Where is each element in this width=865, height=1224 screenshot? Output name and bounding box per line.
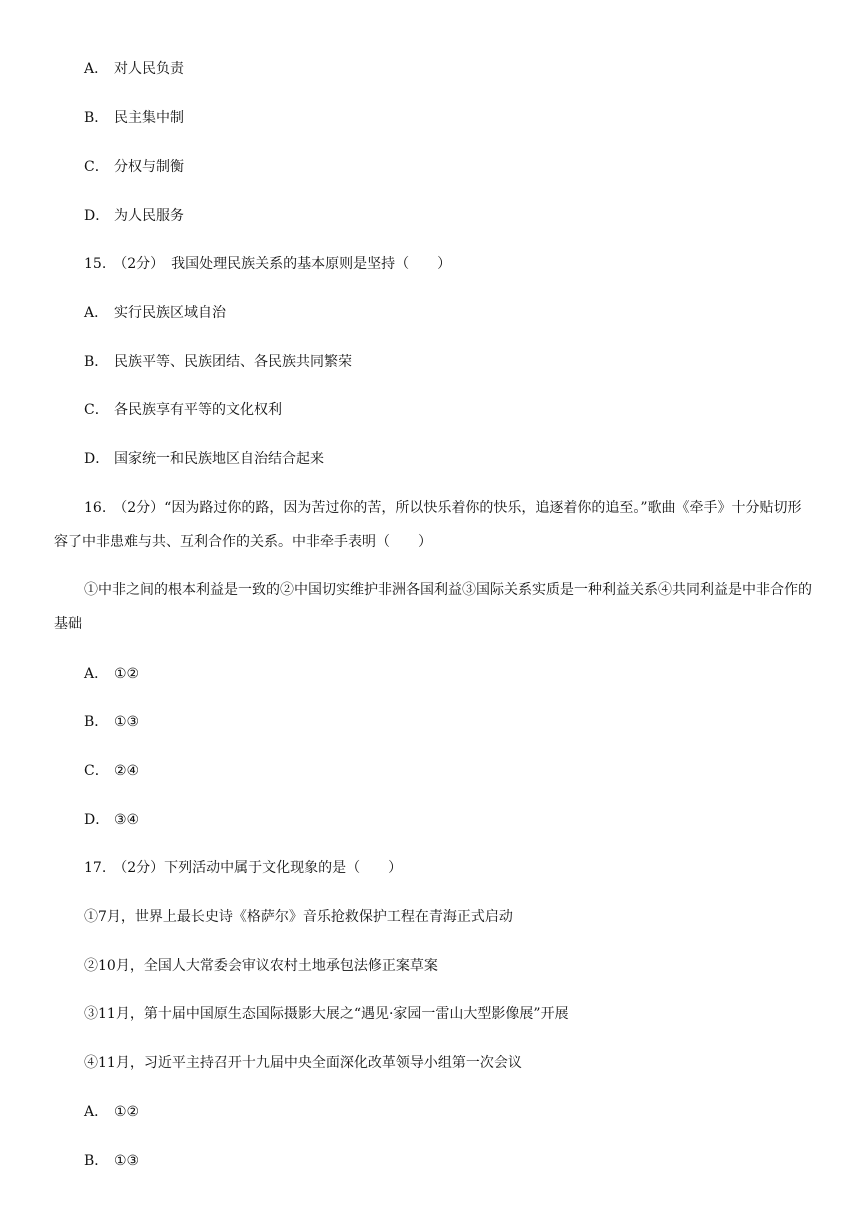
q15-option-b	[84, 352, 352, 372]
option-letter: B．	[84, 714, 109, 730]
option-text: 实行民族区域自治	[114, 305, 226, 321]
option-letter: D．	[84, 812, 110, 828]
option-letter: B．	[84, 354, 109, 370]
q16-statements: ①中非之间的根本利益是一致的②中国切实维护非洲各国利益③国际关系实质是一种利益关系④共同利益是中非合作的基础	[54, 582, 812, 632]
q15-option-c	[84, 400, 282, 420]
option-text: 分权与制衡	[114, 159, 184, 175]
q17-option-a	[84, 1102, 139, 1122]
option-text: 为人民服务	[114, 208, 184, 224]
q14-option-d	[84, 206, 184, 226]
option-text: 各民族享有平等的文化权利	[114, 402, 282, 418]
q16-option-a	[84, 664, 139, 684]
option-letter: C．	[84, 159, 109, 175]
q17-statement-4: ④11月，习近平主持召开十九届中央全面深化改革领导小组第一次会议	[84, 1055, 522, 1071]
option-letter: D．	[84, 208, 110, 224]
option-letter: D．	[84, 451, 110, 467]
q14-option-c	[84, 157, 184, 177]
option-letter: A．	[84, 666, 109, 682]
option-letter: A．	[84, 305, 109, 321]
q15-option-a	[84, 303, 226, 323]
option-text: 对人民负责	[114, 61, 184, 77]
q16-option-d	[84, 810, 139, 830]
option-text: 国家统一和民族地区自治结合起来	[114, 451, 324, 467]
q17-statement-1: ①7月，世界上最长史诗《格萨尔》音乐抢救保护工程在青海正式启动	[84, 909, 513, 925]
option-text: ①②	[114, 1104, 140, 1120]
q16-option-b	[84, 712, 139, 732]
q17-statement-3: ③11月，第十届中国原生态国际摄影大展之“遇见·家园一雷山大型影像展”开展	[84, 1006, 569, 1022]
option-text: ②④	[114, 763, 140, 779]
option-letter: B．	[84, 110, 109, 126]
q17-option-b	[84, 1151, 139, 1171]
option-text: 民主集中制	[114, 110, 184, 126]
q14-option-a	[84, 59, 184, 79]
option-text: ③④	[114, 812, 140, 828]
q15-stem: 15. （2分） 我国处理民族关系的基本原则是坚持（ ）	[84, 256, 452, 272]
option-text: ①③	[114, 1153, 140, 1169]
q17-stem: 17. （2分）下列活动中属于文化现象的是（ ）	[84, 860, 403, 876]
option-letter: A．	[84, 1104, 109, 1120]
option-letter: A．	[84, 61, 109, 77]
option-text: 民族平等、民族团结、各民族共同繁荣	[114, 354, 352, 370]
option-text: ①②	[114, 666, 140, 682]
option-letter: B．	[84, 1153, 109, 1169]
option-letter: C．	[84, 763, 109, 779]
q15-option-d	[84, 449, 324, 469]
q14-option-b	[84, 108, 184, 128]
option-letter: C．	[84, 402, 109, 418]
q16-option-c	[84, 761, 139, 781]
option-text: ①③	[114, 714, 140, 730]
q16-stem: 16. （2分）“因为路过你的路，因为苦过你的苦，所以快乐着你的快乐，追逐着你的追至。”歌曲《牵手》十分贴切形容了中非患难与共、互利合作的关系。中非牵手表明（ ）	[54, 500, 802, 550]
q17-statement-2: ②10月，全国人大常委会审议农村土地承包法修正案草案	[84, 958, 438, 974]
